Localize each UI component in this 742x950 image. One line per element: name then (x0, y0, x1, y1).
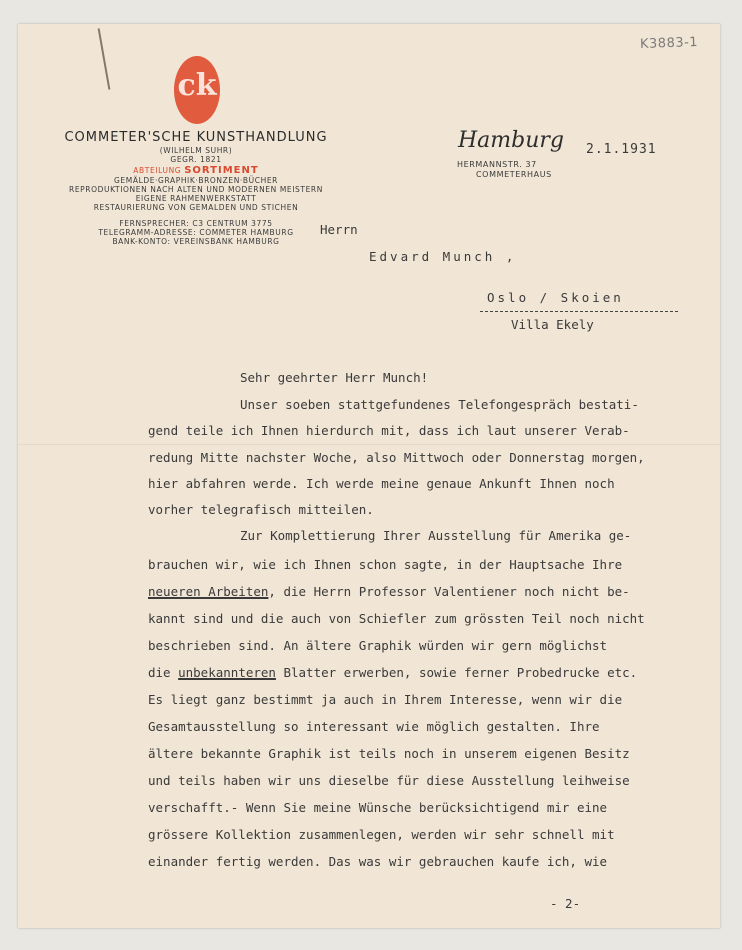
recipient-name: Edvard Munch , (369, 249, 517, 264)
body-line: verschafft.- Wenn Sie meine Wünsche berücksichtigend mir eine (148, 800, 608, 815)
body-line-start: die (148, 665, 179, 680)
body-line: Unser soeben stattgefundenes Telefongespräch bestati- (240, 397, 639, 412)
body-line-rest: Blatter erwerben, sowie ferner Probedrucke etc. (275, 665, 638, 680)
paper-fold (18, 444, 720, 445)
department-name: SORTIMENT (184, 165, 259, 176)
letterhead-city: Hamburg (458, 128, 565, 153)
service-line: REPRODUKTIONEN NACH ALTEN UND MODERNEN MEISTERN (69, 185, 323, 194)
firm-logo-icon (174, 56, 220, 124)
body-line: beschrieben sind. An ältere Graphik würden wir gern möglichst (148, 638, 608, 653)
body-line: und teils haben wir uns dieselbe für diese Ausstellung leihweise (148, 773, 630, 788)
recipient-city: Oslo / Skoien (487, 290, 624, 305)
body-line: gend teile ich Ihnen hierdurch mit, dass ich laut unserer Verab- (148, 423, 630, 438)
logo-glyph: ck (177, 68, 217, 103)
address-underline (480, 311, 678, 312)
recipient-title: Herrn (320, 222, 358, 237)
firm-name: COMMETER'SCHE KUNSTHANDLUNG (64, 130, 328, 145)
firm-owner: (WILHELM SUHR) (159, 146, 233, 155)
body-line: Es liegt ganz bestimmt ja auch in Ihrem Interesse, wenn wir die (148, 692, 623, 707)
body-line: Zur Komplettierung Ihrer Ausstellung für Amerika ge- (240, 528, 632, 543)
letterhead-building: COMMETERHAUS (476, 170, 552, 179)
body-line: redung Mitte nachster Woche, also Mittwoch oder Donnerstag morgen, (148, 450, 645, 465)
body-line: brauchen wir, wie ich Ihnen schon sagte, in der Hauptsache Ihre (148, 557, 623, 572)
body-line (148, 665, 637, 680)
body-line: kannt sind und die auch von Schiefler zum grössten Teil noch nicht (148, 611, 645, 626)
underlined-phrase: unbekannteren (178, 665, 276, 680)
service-line: EIGENE RAHMENWERKSTATT (135, 194, 257, 203)
department (60, 165, 332, 176)
underlined-phrase: neueren Arbeiten (148, 584, 269, 599)
body-line: vorher telegrafisch mitteilen. (148, 502, 374, 517)
letterhead-street: HERMANNSTR. 37 (457, 160, 537, 169)
service-line: GEMÄLDE·GRAPHIK·BRONZEN·BÜCHER (114, 176, 278, 185)
archive-id: K3883-1 (639, 34, 699, 53)
body-line: grössere Kollektion zusammenlegen, werden wir sehr schnell mit (148, 827, 615, 842)
firm-founded: GEGR. 1821 (170, 155, 222, 164)
body-line: einander fertig werden. Das was wir gebrauchen kaufe ich, wie (148, 854, 608, 869)
page-number: - 2- (550, 896, 581, 911)
body-line: ältere bekannte Graphik ist teils noch in unserem eigenen Besitz (148, 746, 630, 761)
salutation: Sehr geehrter Herr Munch! (240, 370, 429, 385)
contact-line: FERNSPRECHER: C3 CENTRUM 3775 (119, 219, 273, 228)
letter-date: 2.1.1931 (586, 142, 657, 157)
body-line: Gesamtausstellung so interessant wie möglich gestalten. Ihre (148, 719, 600, 734)
recipient-place: Villa Ekely (511, 317, 594, 332)
body-line-rest: , die Herrn Professor Valentiener noch nicht be- (268, 584, 630, 599)
body-line: hier abfahren werde. Ich werde meine genaue Ankunft Ihnen noch (148, 476, 615, 491)
contact-line: TELEGRAMM-ADRESSE: COMMETER HAMBURG (98, 228, 294, 237)
department-label: ABTEILUNG (133, 166, 182, 175)
contact-line: BANK-KONTO: VEREINSBANK HAMBURG (112, 237, 280, 246)
body-line (148, 584, 630, 599)
service-line: RESTAURIERUNG VON GEMALDEN UND STICHEN (93, 203, 299, 212)
